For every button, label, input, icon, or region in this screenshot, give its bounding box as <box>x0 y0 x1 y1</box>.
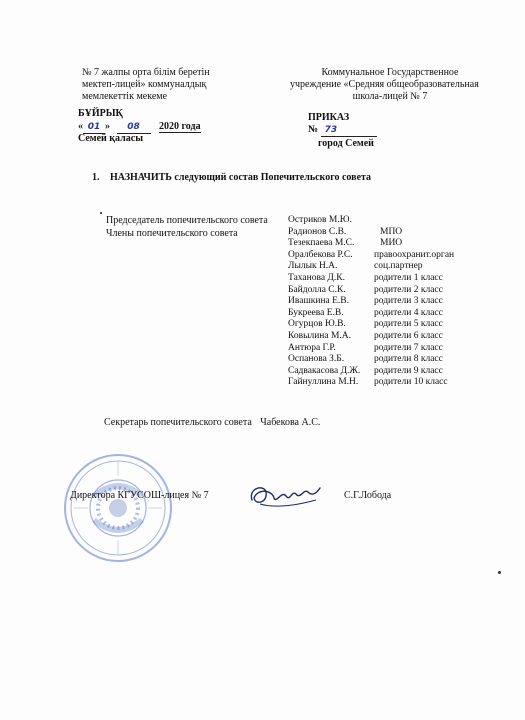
left-doc-type: БҰЙРЫҚ <box>78 108 123 119</box>
member-role: соц.партнер <box>374 261 423 272</box>
member-role: родители 3 класс <box>374 296 443 307</box>
member-row <box>288 285 488 297</box>
member-row <box>288 377 488 389</box>
date-close-quote: » <box>105 121 110 132</box>
left-city: Семей қаласы <box>78 133 143 144</box>
member-row <box>288 354 488 366</box>
member-name: Оралбекова Р.С. <box>288 249 353 260</box>
member-role: родители 9 класс <box>374 365 443 376</box>
right-number-line <box>308 124 376 137</box>
member-role: МПО <box>380 226 403 237</box>
left-header-line1: № 7 жалпы орта білім беретін <box>82 67 210 78</box>
member-name: Байдолла С.К. <box>288 284 346 295</box>
right-header-line1: Коммунальное Государственное <box>321 67 459 78</box>
member-name: Тезекпаева М.С. <box>288 238 355 249</box>
member-role: родители 6 класс <box>374 330 443 341</box>
secretary-label: Секретарь попечительского совета <box>104 417 252 428</box>
member-role: правоохранит.орган <box>374 249 455 260</box>
member-row <box>288 261 488 273</box>
order-item <box>92 172 371 184</box>
date-day: 01 <box>83 121 105 134</box>
scan-mark <box>100 212 102 214</box>
chair-label: Председатель попечительского совета <box>106 215 268 226</box>
members-list <box>288 215 488 389</box>
member-role: родители 10 класс <box>374 377 448 388</box>
member-row <box>288 343 488 355</box>
director-signature <box>246 478 322 512</box>
member-row <box>288 308 488 320</box>
member-row <box>288 366 488 378</box>
member-name: Антюра Г.Р. <box>288 342 336 353</box>
right-doc-type: ПРИКАЗ <box>308 112 350 123</box>
member-row <box>288 273 488 285</box>
members-label: Члены попечительского совета <box>106 228 238 239</box>
member-row <box>288 215 488 227</box>
right-city: город Семей <box>318 138 374 149</box>
date-month: 08 <box>117 121 151 134</box>
director-name: С.Г.Лобода <box>344 490 392 501</box>
right-header-line2: учреждение «Средняя общеобразовательная <box>290 79 479 90</box>
secretary-line <box>104 417 320 429</box>
member-name: Таханова Д.К. <box>288 272 345 283</box>
member-row <box>288 296 488 308</box>
director-title: Директора КГУСОШ-лицея № 7 <box>70 490 209 501</box>
left-header-line3: мемлекеттік мекеме <box>82 91 168 102</box>
member-name: Остриков М.Ю. <box>288 215 352 225</box>
member-name: Букреева Е.В. <box>288 307 344 318</box>
member-role: родители 8 класс <box>374 354 443 365</box>
member-row <box>288 319 488 331</box>
member-row <box>288 238 488 250</box>
member-name: Гайнуллина М.Н. <box>288 377 359 388</box>
member-name: Ивашкина Е.В. <box>288 296 350 307</box>
member-role: родители 4 класс <box>374 307 443 318</box>
member-name: Ковылина М.А. <box>288 330 352 341</box>
order-item-text: НАЗНАЧИТЬ следующий состав Попечительского совета <box>110 172 372 183</box>
member-row <box>288 227 488 239</box>
member-name: Огурцов Ю.В. <box>288 319 346 330</box>
date-open-quote: « <box>78 121 83 132</box>
order-item-number: 1. <box>92 172 100 183</box>
member-name: Лылык Н.А. <box>288 261 338 272</box>
member-role: МИО <box>380 238 403 249</box>
member-role: родители 2 класс <box>374 284 443 295</box>
member-row <box>288 250 488 262</box>
left-header-line2: мектеп-лицей» коммуналдық <box>82 79 207 90</box>
member-row <box>288 331 488 343</box>
right-header-line3: школа-лицей № 7 <box>352 91 428 102</box>
order-number: 73 <box>321 124 377 137</box>
member-role: родители 5 класс <box>374 319 443 330</box>
member-role: родители 7 класс <box>374 342 443 353</box>
number-sign: № <box>308 124 319 135</box>
member-name: Радионов С.В. <box>288 226 347 237</box>
date-year: 2020 года <box>159 121 201 132</box>
scan-mark <box>498 571 501 574</box>
member-name: Садвакасова Д.Ж. <box>288 365 361 376</box>
member-name: Оспанова З.Б. <box>288 354 345 365</box>
official-stamp <box>62 452 174 564</box>
member-role: родители 1 класс <box>374 272 443 283</box>
secretary-name: Чабекова А.С. <box>260 417 321 428</box>
